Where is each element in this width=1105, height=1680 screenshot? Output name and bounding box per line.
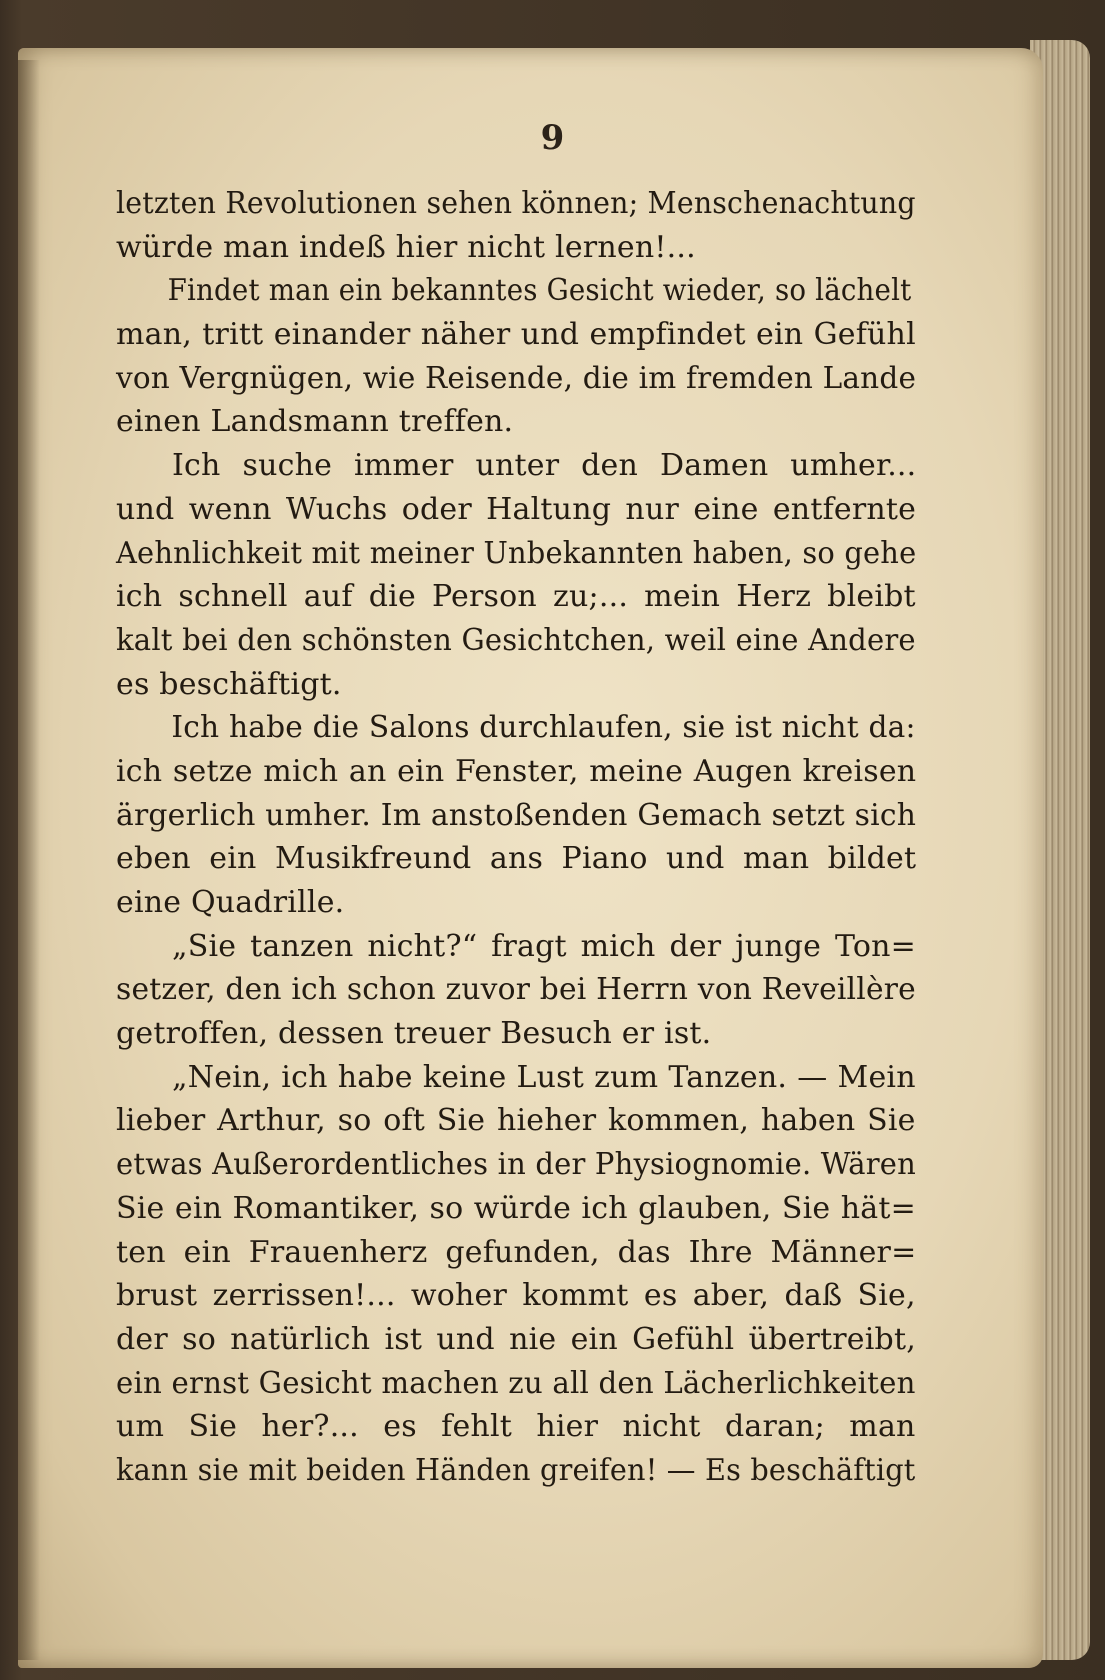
text-line: getroffen, dessen treuer Besuch er ist. — [116, 1016, 712, 1052]
text-line: etwas Außerordentliches in der Physiognomie. Wären — [116, 1147, 916, 1183]
text-line: der so natürlich ist und nie ein Gefühl übertreibt, — [116, 1321, 916, 1357]
text-line: „Nein, ich habe keine Lust zum Tanzen. — Mein — [172, 1059, 916, 1095]
text-line: eine Quadrille. — [116, 885, 345, 920]
text-line: ich setze mich an ein Fenster, meine Augen kreisen — [116, 753, 917, 789]
text-line: man, tritt einander näher und empfindet ein Gefühl — [116, 317, 916, 353]
text-line: letzten Revolutionen sehen können; Menschenachtung — [116, 186, 916, 221]
text-line: lieber Arthur, so oft Sie hieher kommen, haben Sie — [116, 1103, 916, 1139]
text-line: Ich suche immer unter den Damen umher... — [172, 448, 917, 484]
text-line: ten ein Frauenherz gefunden, das Ihre Männer= — [116, 1234, 917, 1270]
text-line: ein ernst Gesicht machen zu all den Lächerlichkeiten — [116, 1365, 916, 1401]
text-line: ärgerlich umher. Im anstoßenden Gemach setzt sich — [116, 797, 917, 833]
text-line: Sie ein Romantiker, so würde ich glauben, Sie hät= — [116, 1190, 916, 1226]
text-line: ich schnell auf die Person zu;... mein Herz bleibt — [116, 579, 916, 615]
text-line: und wenn Wuchs oder Haltung nur eine entfernte — [116, 491, 917, 527]
text-line: Ich habe die Salons durchlaufen, sie ist nicht da: — [171, 710, 916, 746]
text-line: es beschäftigt. — [116, 666, 342, 702]
text-line: „Sie tanzen nicht?“ fragt mich der junge Ton= — [172, 928, 917, 964]
text-line: kann sie mit beiden Händen greifen! — Es beschäftigt — [116, 1452, 916, 1488]
text-line: kalt bei den schönsten Gesichtchen, weil eine Andere — [116, 622, 916, 658]
text-line: einen Landsmann treffen. — [116, 404, 514, 440]
page-number: 9 — [540, 118, 565, 158]
text-line: setzer, den ich schon zuvor bei Herrn von Reveillère — [116, 972, 916, 1008]
text-line: Findet man ein bekanntes Gesicht wieder, so lächelt — [167, 273, 912, 309]
text-line: um Sie her?... es fehlt hier nicht daran; man — [116, 1409, 916, 1445]
text-line: von Vergnügen, wie Reisende, die im fremden Lande — [116, 360, 917, 396]
page-binding-shadow — [18, 60, 40, 1660]
page-text — [116, 182, 916, 1493]
text-line: eben ein Musikfreund ans Piano und man bildet — [116, 841, 917, 877]
text-line: brust zerrissen!... woher kommt es aber, daß Sie, — [116, 1278, 916, 1314]
text-line: würde man indeß hier nicht lernen!... — [116, 229, 696, 265]
text-line: Aehnlichkeit mit meiner Unbekannten haben, so gehe — [116, 535, 917, 571]
